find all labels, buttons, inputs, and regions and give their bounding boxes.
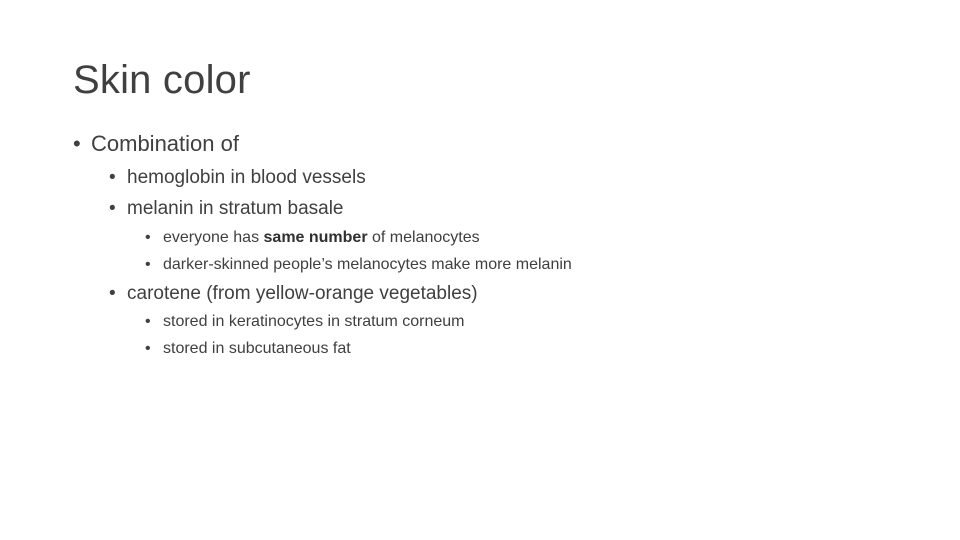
bullet-icon: • [145, 313, 151, 330]
bullet-icon: • [109, 283, 116, 304]
bullet-icon: • [145, 340, 151, 357]
bullet-icon: • [145, 256, 151, 273]
bullet-text: darker-skinned people’s melanocytes make more melanin [163, 256, 572, 273]
bullet-text: carotene (from yellow-orange vegetables) [127, 283, 478, 304]
bullet-icon: • [109, 167, 116, 188]
bullet-text-emphasis: same number [263, 229, 368, 246]
bullet-text-suffix: of melanocytes [367, 229, 480, 246]
bullet-text [163, 228, 480, 248]
bullet-text: melanin in stratum basale [127, 198, 344, 219]
slide-title: Skin color [73, 58, 251, 102]
bullet-icon: • [73, 131, 81, 156]
bullet-text: stored in subcutaneous fat [163, 340, 351, 357]
bullet-text: hemoglobin in blood vessels [127, 167, 366, 188]
bullet-text: Combination of [91, 131, 239, 156]
bullet-icon: • [109, 198, 116, 219]
bullet-text: stored in keratinocytes in stratum corneum [163, 313, 465, 330]
bullet-text-prefix: everyone has [163, 229, 264, 246]
bullet-icon: • [145, 229, 151, 246]
